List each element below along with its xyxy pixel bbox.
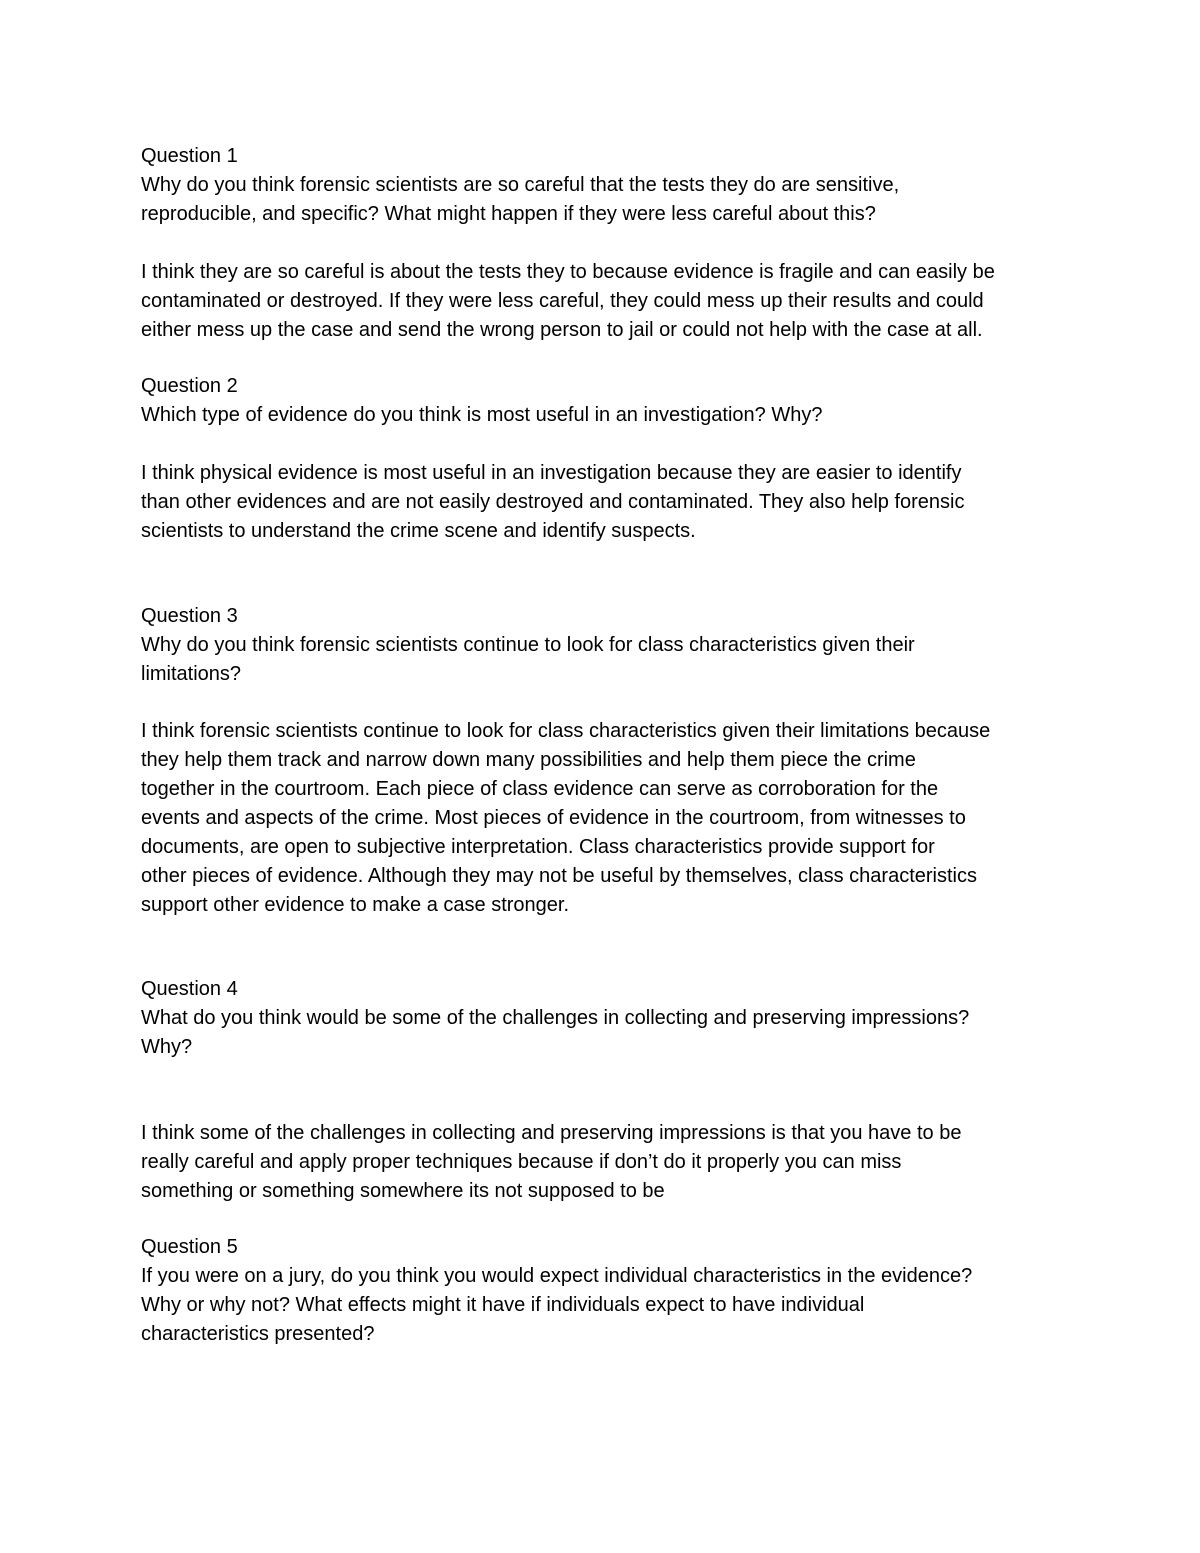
question-1-heading <box>141 142 1081 171</box>
answer-line: something or something somewhere its not supposed to be <box>141 1180 665 1202</box>
answer-line: I think some of the challenges in collecting and preserving impressions is that you have to be <box>141 1122 962 1144</box>
answer-line: than other evidences and are not easily destroyed and contaminated. They also help forensic <box>141 491 965 513</box>
answer-line: documents, are open to subjective interpretation. Class characteristics provide support for <box>141 836 935 858</box>
question-5-prompt <box>141 1262 1081 1349</box>
answer-line: really careful and apply proper techniques because if don’t do it properly you can miss <box>141 1151 902 1173</box>
heading-text: Question 5 <box>141 1236 238 1258</box>
heading-text: Question 3 <box>141 605 238 627</box>
question-3-heading <box>141 602 1081 631</box>
answer-line: I think forensic scientists continue to look for class characteristics given their limitations because <box>141 720 991 742</box>
heading-text: Question 2 <box>141 375 238 397</box>
answer-line: they help them track and narrow down many possibilities and help them piece the crime <box>141 749 916 771</box>
question-line: Why do you think forensic scientists are so careful that the tests they do are sensitive, <box>141 174 900 196</box>
answer-line: other pieces of evidence. Although they may not be useful by themselves, class characteristics <box>141 865 977 887</box>
question-3-prompt <box>141 631 1081 689</box>
question-3-answer <box>141 717 1081 920</box>
question-line: Why? <box>141 1036 193 1058</box>
question-line: limitations? <box>141 663 242 685</box>
question-line: Why or why not? What effects might it have if individuals expect to have individual <box>141 1294 865 1316</box>
answer-line: together in the courtroom. Each piece of class evidence can serve as corroboration for the <box>141 778 939 800</box>
question-2-heading <box>141 372 1081 401</box>
answer-line: I think physical evidence is most useful in an investigation because they are easier to identify <box>141 462 962 484</box>
question-4-answer <box>141 1119 1081 1206</box>
question-2-prompt <box>141 401 1081 430</box>
question-line: characteristics presented? <box>141 1323 375 1345</box>
answer-line: events and aspects of the crime. Most pieces of evidence in the courtroom, from witnesses to <box>141 807 966 829</box>
question-line: If you were on a jury, do you think you would expect individual characteristics in the evidence? <box>141 1265 973 1287</box>
heading-text: Question 1 <box>141 145 238 167</box>
question-1-prompt <box>141 171 1081 229</box>
answer-line: contaminated or destroyed. If they were less careful, they could mess up their results and could <box>141 290 984 312</box>
question-line: Which type of evidence do you think is most useful in an investigation? Why? <box>141 404 823 426</box>
answer-line: scientists to understand the crime scene and identify suspects. <box>141 520 696 542</box>
question-line: Why do you think forensic scientists continue to look for class characteristics given their <box>141 634 915 656</box>
answer-line: either mess up the case and send the wrong person to jail or could not help with the case at all. <box>141 319 983 341</box>
heading-text: Question 4 <box>141 978 238 1000</box>
question-line: reproducible, and specific? What might happen if they were less careful about this? <box>141 203 876 225</box>
question-4-prompt <box>141 1004 1081 1062</box>
question-2-answer <box>141 459 1081 546</box>
answer-line: I think they are so careful is about the tests they to because evidence is fragile and can easily be <box>141 261 995 283</box>
question-5-heading <box>141 1233 1081 1262</box>
question-4-heading <box>141 975 1081 1004</box>
question-1-answer <box>141 258 1081 345</box>
question-line: What do you think would be some of the challenges in collecting and preserving impressions? <box>141 1007 970 1029</box>
answer-line: support other evidence to make a case stronger. <box>141 894 570 916</box>
